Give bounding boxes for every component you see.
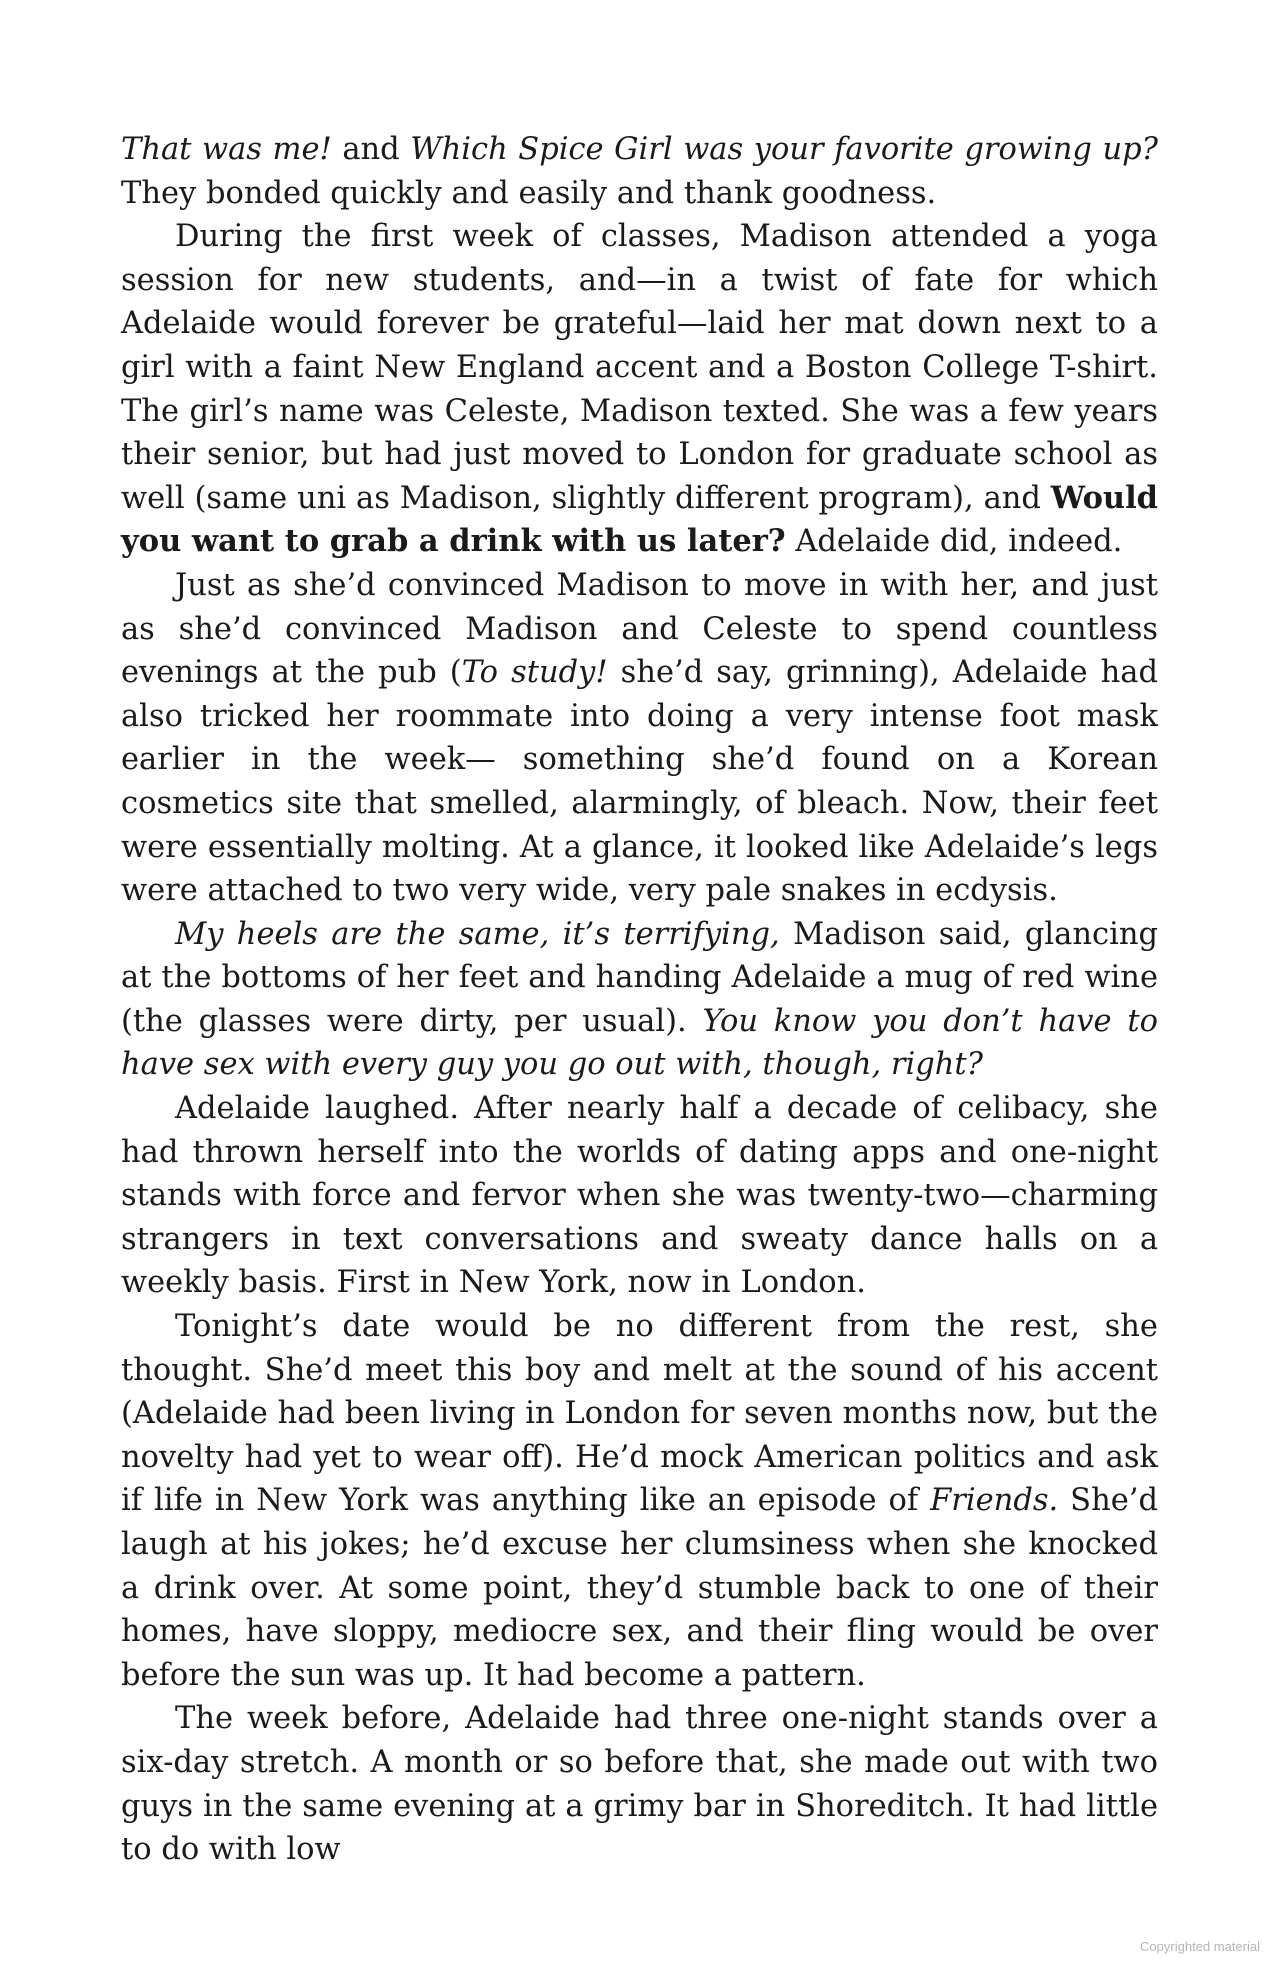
paragraph-2 — [121, 215, 1158, 564]
text-run: To study! — [461, 655, 608, 691]
paragraph-5 — [121, 1087, 1158, 1305]
text-run: Adelaide laughed. After nearly half a decade of celibacy, she had thrown herself into the worlds of dating apps and one-night stands with force and fervor when she was twenty-two—charming strangers in text conversations and sweaty dance halls on a weekly basis. First in New York, now in London. — [121, 1091, 1158, 1301]
text-run: Tonight’s date would be no different from the rest, she thought. She’d meet this boy and melt at the sound of his accent (Adelaide had been living in London for seven months now, but the novelty had yet to wear off). He’d mock American politics and ask if life in New York was anything like an episode of — [121, 1309, 1158, 1519]
page-body — [121, 128, 1158, 1872]
paragraph-3 — [121, 564, 1158, 913]
text-run: Adelaide did, indeed. — [785, 524, 1123, 560]
text-run: Which Spice Girl was your favorite growing up? — [410, 132, 1158, 167]
text-run: Madison said, glancing at the bottoms of her feet and handing Adelaide a mug of red wine (the glasses were dirty, per usual). — [121, 916, 1159, 1039]
text-run: Just as she’d convinced Madison to move in with her, and just as she’d convinced Madison and Celeste to spend countless evenings at the pub ( — [121, 567, 1158, 691]
text-run: The week before, Adelaide had three one-night stands over a six-day stretch. A month or so before that, she made out with two guys in the same evening at a grimy bar in Shoreditch. It had little to do with low — [121, 1701, 1158, 1868]
copyright-notice: Copyrighted material — [1140, 1939, 1260, 1954]
paragraph-1 — [121, 128, 1158, 215]
text-run: During the first week of classes, Madison attended a yoga session for new students, and—in a twist of fate for which Adelaide would forever be grateful—laid her mat down next to a girl with a faint New England accent and a Boston College T-shirt. The girl’s name was Celeste, Madison texted. She was a few years their senior, but had just moved to London for graduate school as well (same uni as Madison, slightly different program), and — [121, 219, 1158, 516]
text-run: They bonded quickly and easily and thank goodness. — [121, 175, 937, 211]
text-run: You know you don’t have to have sex with every guy you go out with, though, right? — [121, 1003, 1159, 1083]
paragraph-7 — [121, 1697, 1158, 1871]
text-run: My heels are the same, it’s terrifying, — [175, 916, 780, 952]
paragraph-6 — [121, 1305, 1158, 1697]
text-run: Friends. — [930, 1483, 1059, 1519]
text-run: she’d say, grinning), Adelaide had also tricked her roommate into doing a very intense foot mask earlier in the week— something she’d found on a Korean cosmetics site that smelled, alarmingly, of bleach. Now, their feet were essentially molting. At a glance, it looked like Adelaide’s legs were attached to two very wide, very pale snakes in ecdysis. — [121, 655, 1158, 909]
text-run: That was me! — [121, 132, 332, 167]
text-run: Would you want to grab a drink with us later? — [121, 479, 1158, 560]
text-run: and — [331, 132, 411, 167]
paragraph-4 — [121, 913, 1158, 1087]
text-run: She’d laugh at his jokes; he’d excuse her clumsiness when she knocked a drink over. At some point, they’d stumble back to one of their homes, have sloppy, mediocre sex, and their fling would be over before the sun was up. It had become a pattern. — [121, 1483, 1158, 1693]
